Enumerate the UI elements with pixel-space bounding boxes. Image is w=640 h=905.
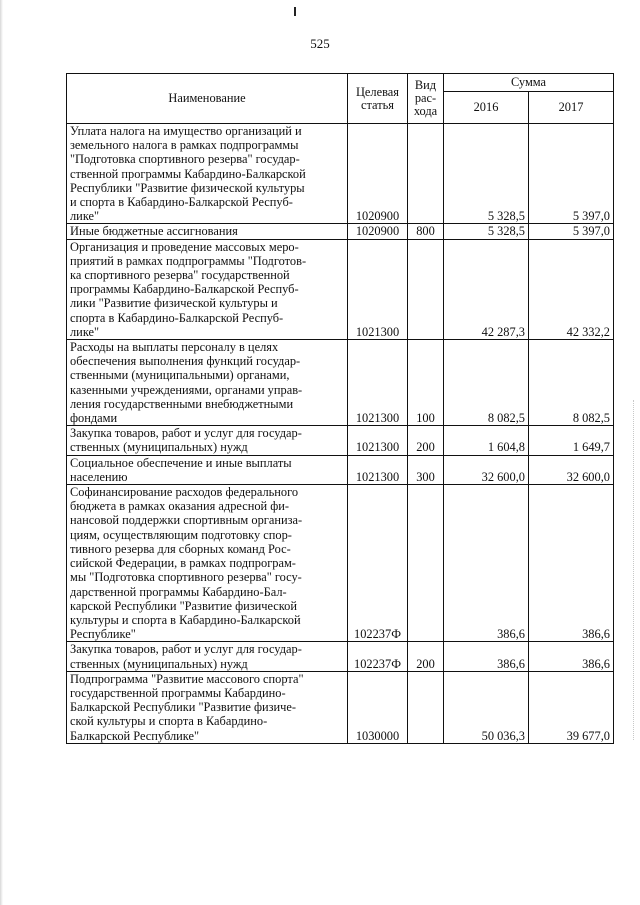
row-name-line: Республике"	[70, 627, 136, 642]
header-expense-type-line: рас-	[414, 91, 437, 105]
row-amount-2016: 32 600,0	[444, 455, 529, 484]
row-name-line: дарственной программы Кабардино-Бал-	[70, 584, 287, 599]
row-amount-2016: 386,6	[444, 485, 529, 642]
row-expense-type	[408, 671, 444, 743]
header-year-2016: 2016	[444, 92, 529, 124]
row-name-line: Республики "Развитие физической культуры	[70, 180, 305, 195]
row-name-line: Закупка товаров, работ и услуг для государ-	[70, 642, 302, 657]
row-name-line: казенными учреждениями, органами управ-	[70, 382, 303, 397]
page-number: 525	[310, 36, 330, 51]
row-name-line: лики "Развитие физической культуры и	[70, 296, 278, 311]
row-name-line: ственных (муниципальных) нужд	[70, 440, 248, 455]
row-name-line: культуры и спорта в Кабардино-Балкарской	[70, 612, 301, 627]
header-target-article: Целевая статья	[348, 74, 408, 124]
row-name-line: лике"	[70, 324, 100, 339]
row-amount-2016: 42 287,3	[444, 239, 529, 339]
row-name-line: Закупка товаров, работ и услуг для государ-	[70, 426, 302, 441]
row-name-line: тивного резерва для сборных команд Рос-	[70, 541, 291, 556]
row-expense-type	[408, 124, 444, 224]
row-expense-type	[408, 485, 444, 642]
row-name-line: карской Республики "Развитие физической	[70, 598, 298, 613]
row-amount-2017: 32 600,0	[529, 455, 614, 484]
row-name-line: программы Кабардино-Балкарской Респуб-	[70, 282, 299, 297]
table-row	[67, 426, 614, 455]
row-target-article: 1021300	[348, 340, 408, 426]
row-name-line: ления государственными внебюджетными	[70, 396, 294, 411]
row-name	[67, 239, 348, 339]
header-expense-type-line: Вид	[414, 78, 437, 92]
row-name-line: ственных (муниципальных) нужд	[70, 656, 248, 671]
row-amount-2016: 5 328,5	[444, 124, 529, 224]
row-name-line: спорта в Кабардино-Балкарской Респуб-	[70, 310, 284, 325]
table-row	[67, 671, 614, 743]
row-name-line: ственной программы Кабардино-Балкарской	[70, 166, 306, 181]
row-expense-type: 800	[408, 224, 444, 239]
row-expense-type	[408, 239, 444, 339]
row-name-line: Расходы на выплаты персоналу в целях	[70, 340, 279, 355]
row-name-line: населению	[70, 469, 128, 484]
table-row	[67, 455, 614, 484]
row-name-line: нансовой поддержки спортивным организа-	[70, 513, 303, 528]
table-row	[67, 224, 614, 239]
table-row	[67, 340, 614, 426]
row-name	[67, 642, 348, 671]
row-name-line: лике"	[70, 209, 100, 224]
header-sum: Сумма	[444, 74, 614, 92]
row-name-line: "Подготовка спортивного резерва" государ-	[70, 152, 300, 167]
row-amount-2017: 42 332,2	[529, 239, 614, 339]
scan-edge-shadow	[0, 0, 3, 905]
row-amount-2017: 1 649,7	[529, 426, 614, 455]
row-expense-type: 100	[408, 340, 444, 426]
row-target-article: 102237Ф	[348, 485, 408, 642]
row-expense-type: 200	[408, 426, 444, 455]
row-name-line: приятий в рамках подпрограммы "Подготов-	[70, 253, 307, 268]
row-target-article: 1020900	[348, 124, 408, 224]
table-header	[67, 74, 614, 124]
row-target-article: 102237Ф	[348, 642, 408, 671]
row-name-line: Балкарской Республике"	[70, 728, 200, 743]
row-target-article: 1021300	[348, 239, 408, 339]
row-target-article: 1020900	[348, 224, 408, 239]
header-name: Наименование	[67, 74, 348, 124]
row-amount-2016: 1 604,8	[444, 426, 529, 455]
row-name-line: и спорта в Кабардино-Балкарской Респуб-	[70, 195, 293, 210]
row-name	[67, 426, 348, 455]
row-target-article: 1030000	[348, 671, 408, 743]
header-expense-type-line: хода	[413, 104, 438, 118]
row-amount-2016: 5 328,5	[444, 224, 529, 239]
table-body	[67, 124, 614, 744]
row-name-line: бюджета в рамках оказания адресной фи-	[70, 499, 290, 514]
row-name-line: Софинансирование расходов федерального	[70, 485, 299, 500]
row-name	[67, 671, 348, 743]
header-year-2017: 2017	[529, 92, 614, 124]
row-name-line: Организация и проведение массовых меро-	[70, 239, 299, 254]
row-name-line: обеспечения выполнения функций государ-	[70, 354, 301, 369]
row-name-line: фондами	[70, 411, 118, 426]
row-name-line: Иные бюджетные ассигнования	[70, 224, 238, 239]
row-name-line: Балкарской Республики "Развитие физиче-	[70, 700, 297, 715]
row-target-article: 1021300	[348, 426, 408, 455]
row-name	[67, 224, 348, 239]
row-name-line: сийской Федерации, в рамках подпрограм-	[70, 556, 296, 571]
table-row	[67, 642, 614, 671]
row-name-line: ственными (муниципальными) органами,	[70, 368, 290, 383]
row-name	[67, 455, 348, 484]
row-name-line: ской культуры и спорта в Кабардино-	[70, 714, 268, 729]
row-name	[67, 485, 348, 642]
budget-table	[66, 73, 614, 744]
row-expense-type: 200	[408, 642, 444, 671]
row-name-line: государственной программы Кабардино-	[70, 685, 286, 700]
row-name-line: ка спортивного резерва" государственной	[70, 268, 290, 283]
row-name-line: земельного налога в рамках подпрограммы	[70, 138, 299, 153]
header-expense-type	[408, 74, 444, 124]
row-name-line: Социальное обеспечение и иные выплаты	[70, 455, 292, 470]
row-amount-2017: 386,6	[529, 485, 614, 642]
scan-mark	[294, 7, 296, 16]
table-row	[67, 239, 614, 339]
row-amount-2017: 8 082,5	[529, 340, 614, 426]
row-amount-2016: 50 036,3	[444, 671, 529, 743]
row-name	[67, 340, 348, 426]
row-amount-2017: 39 677,0	[529, 671, 614, 743]
row-name	[67, 124, 348, 224]
row-amount-2016: 386,6	[444, 642, 529, 671]
row-name-line: Подпрограмма "Развитие массового спорта"	[70, 671, 304, 686]
row-amount-2016: 8 082,5	[444, 340, 529, 426]
row-amount-2017: 5 397,0	[529, 224, 614, 239]
table-row	[67, 124, 614, 224]
row-target-article: 1021300	[348, 455, 408, 484]
row-name-line: циям, осуществляющим подготовку спор-	[70, 527, 292, 542]
row-amount-2017: 5 397,0	[529, 124, 614, 224]
table-row	[67, 485, 614, 642]
row-amount-2017: 386,6	[529, 642, 614, 671]
row-name-line: мы "Подготовка спортивного резерва" госу-	[70, 570, 302, 585]
row-expense-type: 300	[408, 455, 444, 484]
row-name-line: Уплата налога на имущество организаций и	[70, 124, 302, 138]
scan-noise	[633, 400, 640, 740]
